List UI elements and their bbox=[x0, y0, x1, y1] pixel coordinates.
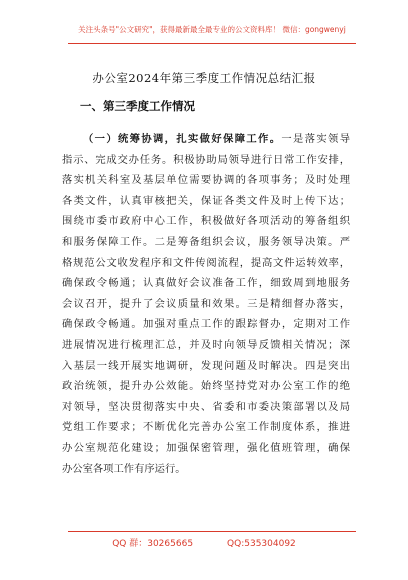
document-title: 办公室2024年第三季度工作情况总结汇报 bbox=[92, 71, 316, 85]
body-line: 办公室各项工作有序运行。 bbox=[62, 462, 186, 475]
footer-qq: QQ:535304092 bbox=[227, 539, 296, 549]
body-line: 指示、完成交办任务。积极协助局领导进行日常工作安排， bbox=[62, 153, 350, 166]
body-line-text: 一是落实领导 bbox=[281, 133, 351, 145]
body-paragraph bbox=[62, 129, 350, 479]
header-divider bbox=[68, 43, 356, 44]
body-line: 各类文件，认真审核把关，保证各类文件及时上传下达； bbox=[62, 194, 350, 207]
header-banner: 关注头条号"公文研究"，获得最新最全最专业的公文资料库！ 微信：gongwenyj bbox=[78, 25, 346, 34]
section-heading: 一、第三季度工作情况 bbox=[80, 99, 195, 113]
body-line: 确保政令畅通；认真做好会议准备工作，细致周到地服务 bbox=[62, 277, 350, 290]
body-line: 会议召开，提升了会议质量和效果。三是精细督办落实， bbox=[62, 297, 350, 310]
footer-contact bbox=[0, 537, 408, 551]
body-line: 政治统领，提升办公效能。始终坚持党对办公室工作的绝 bbox=[62, 380, 350, 393]
body-line: 党组工作要求；不断优化完善办公室工作制度体系，推进 bbox=[62, 421, 350, 434]
body-line: 入基层一线开展实地调研，发现问题及时解决。四是突出 bbox=[62, 359, 350, 372]
body-line: 进展情况进行梳理汇总，并及时向领导反馈相关情况；深 bbox=[62, 338, 350, 351]
body-line bbox=[62, 129, 350, 150]
body-line: 确保政令畅通。加强对重点工作的跟踪督办，定期对工作 bbox=[62, 318, 350, 331]
paragraph-lead: （一）统筹协调，扎实做好保障工作。 bbox=[83, 133, 282, 145]
footer-divider bbox=[68, 531, 356, 532]
body-line: 格规范公文收发程序和文件传阅流程，提高文件运转效率， bbox=[62, 256, 350, 269]
body-line: 办公室规范化建设；加强保密管理，强化值班管理，确保 bbox=[62, 441, 350, 454]
body-line: 落实机关科室及基层单位需要协调的各项事务；及时处理 bbox=[62, 174, 350, 187]
footer-qq-group: QQ 群：30265665 bbox=[112, 539, 194, 549]
body-line: 对领导，坚决贯彻落实中央、省委和市委决策部署以及局 bbox=[62, 400, 350, 413]
body-line: 和服务保障工作。二是筹备组织会议，服务领导决策。严 bbox=[62, 235, 350, 248]
body-line: 围绕市委市政府中心工作，积极做好各项活动的筹备组织 bbox=[62, 215, 350, 228]
